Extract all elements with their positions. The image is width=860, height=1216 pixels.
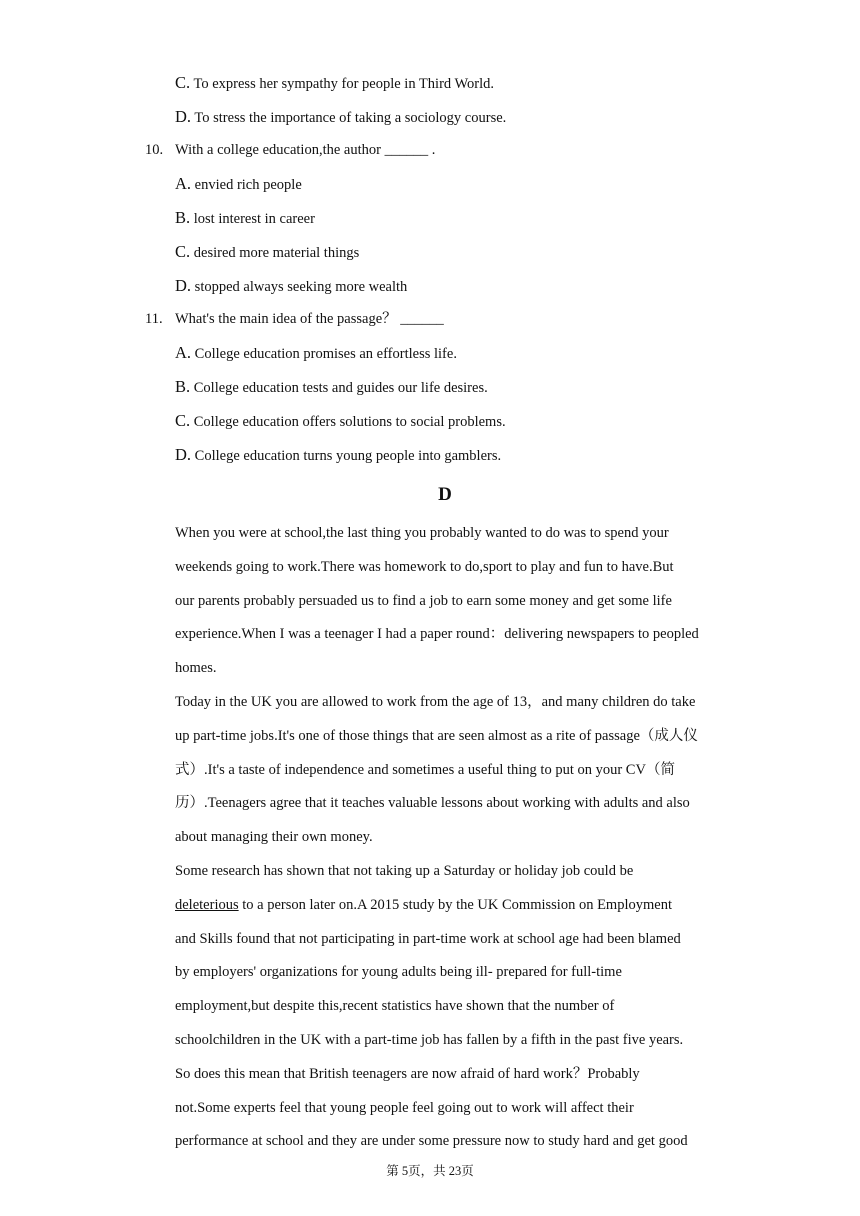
passage-line: schoolchildren in the UK with a part-time job has fallen by a fifth in the past five years. bbox=[175, 1032, 684, 1048]
passage-line: Some research has shown that not taking up a Saturday or holiday job could be bbox=[175, 863, 634, 879]
passage-line: employment,but despite this,recent statistics have shown that the number of bbox=[175, 998, 615, 1014]
q11-option-a bbox=[175, 343, 457, 364]
option-text: To stress the importance of taking a sociology course. bbox=[191, 110, 507, 126]
option-letter: B. bbox=[175, 377, 191, 396]
option-letter: A. bbox=[175, 174, 192, 193]
passage-line-rest: to a person later on.A 2015 study by the UK Commission on Employment bbox=[238, 897, 672, 913]
passage-line: not.Some experts feel that young people feel going out to work will affect their bbox=[175, 1100, 634, 1116]
option-letter: C. bbox=[175, 73, 191, 92]
option-text: College education tests and guides our life desires. bbox=[190, 380, 488, 396]
option-letter: A. bbox=[175, 343, 192, 362]
passage-line: 式）.It's a taste of independence and sometimes a useful thing to put on your CV（简 bbox=[175, 762, 675, 778]
passage-line: by employers' organizations for young adults being ill- prepared for full-time bbox=[175, 964, 622, 980]
q10-option-c bbox=[175, 242, 359, 263]
passage-line: up part-time jobs.It's one of those things that are seen almost as a rite of passage（成人仪 bbox=[175, 728, 698, 744]
underlined-word: deleterious bbox=[175, 897, 239, 913]
question-number: 10. bbox=[145, 142, 164, 158]
question-stem: What's the main idea of the passage？ ______ bbox=[175, 311, 444, 327]
passage-line: So does this mean that British teenagers are now afraid of hard work？Probably bbox=[175, 1066, 640, 1082]
option-letter: B. bbox=[175, 208, 191, 227]
option-text: lost interest in career bbox=[190, 211, 315, 227]
option-text: College education offers solutions to social problems. bbox=[190, 414, 506, 430]
q10-option-d bbox=[175, 276, 407, 297]
option-letter: D. bbox=[175, 445, 192, 464]
passage-line: 历）.Teenagers agree that it teaches valuable lessons about working with adults and also bbox=[175, 795, 690, 811]
passage-line: homes. bbox=[175, 660, 217, 676]
passage-line: When you were at school,the last thing you probably wanted to do was to spend your bbox=[175, 525, 669, 541]
passage-line: our parents probably persuaded us to find a job to earn some money and get some life bbox=[175, 593, 672, 609]
q10-option-a bbox=[175, 174, 302, 195]
option-text: envied rich people bbox=[191, 177, 302, 193]
passage-line: experience.When I was a teenager I had a paper round：delivering newspapers to peopled bbox=[175, 626, 699, 642]
page-footer: 第 5页，共 23页 bbox=[386, 1164, 474, 1178]
question-stem: With a college education,the author ______ . bbox=[175, 142, 436, 158]
option-text: To express her sympathy for people in Third World. bbox=[190, 76, 495, 92]
q9-option-d bbox=[175, 107, 506, 128]
q11-option-b bbox=[175, 377, 488, 398]
passage-line: weekends going to work.There was homework to do,sport to play and fun to have.But bbox=[175, 559, 674, 575]
passage-line: Today in the UK you are allowed to work from the age of 13，and many children do take bbox=[175, 694, 696, 710]
passage-line: and Skills found that not participating in part-time work at school age had been blamed bbox=[175, 931, 681, 947]
q11-option-d bbox=[175, 445, 501, 466]
option-text: desired more material things bbox=[190, 245, 360, 261]
section-title: D bbox=[438, 484, 452, 505]
q10-option-b bbox=[175, 208, 315, 229]
option-letter: C. bbox=[175, 411, 191, 430]
option-text: College education promises an effortless life. bbox=[191, 346, 457, 362]
question-number: 11. bbox=[145, 311, 163, 327]
passage-line bbox=[175, 895, 672, 915]
option-text: stopped always seeking more wealth bbox=[191, 279, 408, 295]
option-letter: C. bbox=[175, 242, 191, 261]
option-text: College education turns young people into gamblers. bbox=[191, 448, 502, 464]
passage-line: about managing their own money. bbox=[175, 829, 373, 845]
passage-line: performance at school and they are under some pressure now to study hard and get good bbox=[175, 1133, 688, 1149]
q11-option-c bbox=[175, 411, 506, 432]
option-letter: D. bbox=[175, 107, 192, 126]
option-letter: D. bbox=[175, 276, 192, 295]
q9-option-c bbox=[175, 73, 494, 94]
